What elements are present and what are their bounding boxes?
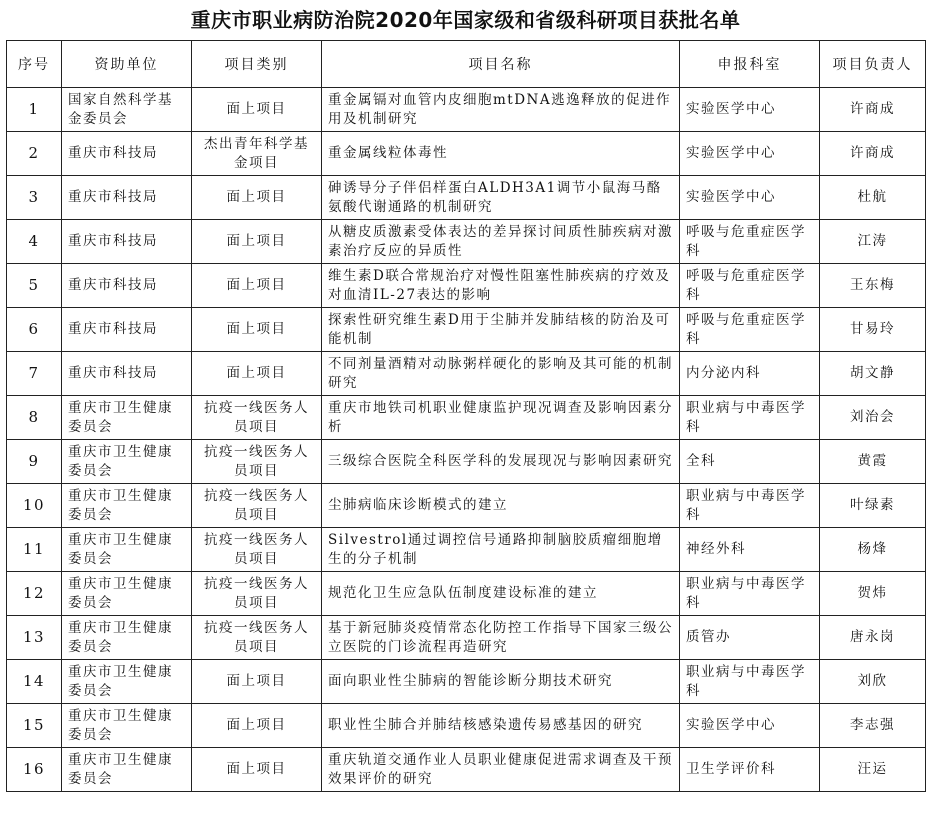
cell-category: 抗疫一线医务人员项目 (192, 528, 322, 572)
cell-index: 9 (7, 440, 62, 484)
cell-index: 8 (7, 396, 62, 440)
cell-funder: 国家自然科学基金委员会 (62, 88, 192, 132)
header-lead: 项目负责人 (820, 41, 926, 88)
cell-index: 14 (7, 660, 62, 704)
table-row (7, 88, 926, 132)
table-row (7, 176, 926, 220)
cell-lead: 杜航 (820, 176, 926, 220)
cell-category: 杰出青年科学基金项目 (192, 132, 322, 176)
table-body (7, 88, 926, 792)
cell-project-name: 面向职业性尘肺病的智能诊断分期技术研究 (322, 660, 680, 704)
cell-lead: 刘欣 (820, 660, 926, 704)
cell-lead: 杨烽 (820, 528, 926, 572)
cell-category: 面上项目 (192, 660, 322, 704)
cell-project-name: 规范化卫生应急队伍制度建设标准的建立 (322, 572, 680, 616)
cell-project-name: 重庆市地铁司机职业健康监护现况调查及影响因素分析 (322, 396, 680, 440)
cell-funder: 重庆市卫生健康委员会 (62, 704, 192, 748)
cell-index: 15 (7, 704, 62, 748)
cell-funder: 重庆市卫生健康委员会 (62, 572, 192, 616)
cell-category: 抗疫一线医务人员项目 (192, 440, 322, 484)
projects-table (6, 40, 926, 792)
cell-department: 职业病与中毒医学科 (680, 572, 820, 616)
cell-project-name: Silvestrol通过调控信号通路抑制脑胶质瘤细胞增生的分子机制 (322, 528, 680, 572)
cell-project-name: 不同剂量酒精对动脉粥样硬化的影响及其可能的机制研究 (322, 352, 680, 396)
table-row (7, 308, 926, 352)
cell-department: 呼吸与危重症医学科 (680, 220, 820, 264)
cell-category: 面上项目 (192, 308, 322, 352)
cell-department: 神经外科 (680, 528, 820, 572)
cell-project-name: 基于新冠肺炎疫情常态化防控工作指导下国家三级公立医院的门诊流程再造研究 (322, 616, 680, 660)
cell-lead: 唐永岗 (820, 616, 926, 660)
table-row (7, 440, 926, 484)
cell-department: 职业病与中毒医学科 (680, 660, 820, 704)
cell-lead: 刘治会 (820, 396, 926, 440)
cell-funder: 重庆市科技局 (62, 264, 192, 308)
cell-department: 内分泌内科 (680, 352, 820, 396)
cell-index: 10 (7, 484, 62, 528)
cell-index: 11 (7, 528, 62, 572)
cell-category: 抗疫一线医务人员项目 (192, 572, 322, 616)
table-row (7, 220, 926, 264)
cell-project-name: 重金属镉对血管内皮细胞mtDNA逃逸释放的促进作用及机制研究 (322, 88, 680, 132)
cell-category: 面上项目 (192, 220, 322, 264)
cell-lead: 胡文静 (820, 352, 926, 396)
cell-project-name: 砷诱导分子伴侣样蛋白ALDH3A1调节小鼠海马酪氨酸代谢通路的机制研究 (322, 176, 680, 220)
table-row (7, 352, 926, 396)
cell-funder: 重庆市科技局 (62, 132, 192, 176)
header-department: 申报科室 (680, 41, 820, 88)
cell-department: 全科 (680, 440, 820, 484)
cell-project-name: 三级综合医院全科医学科的发展现况与影响因素研究 (322, 440, 680, 484)
header-index: 序号 (7, 41, 62, 88)
cell-lead: 汪运 (820, 748, 926, 792)
cell-index: 7 (7, 352, 62, 396)
cell-category: 面上项目 (192, 352, 322, 396)
table-row (7, 704, 926, 748)
cell-category: 抗疫一线医务人员项目 (192, 396, 322, 440)
cell-category: 抗疫一线医务人员项目 (192, 616, 322, 660)
cell-funder: 重庆市科技局 (62, 176, 192, 220)
cell-index: 16 (7, 748, 62, 792)
cell-funder: 重庆市科技局 (62, 352, 192, 396)
cell-index: 5 (7, 264, 62, 308)
cell-department: 质管办 (680, 616, 820, 660)
cell-category: 面上项目 (192, 704, 322, 748)
table-row (7, 264, 926, 308)
table-row (7, 484, 926, 528)
header-project-name: 项目名称 (322, 41, 680, 88)
cell-funder: 重庆市卫生健康委员会 (62, 396, 192, 440)
cell-department: 职业病与中毒医学科 (680, 484, 820, 528)
header-funder: 资助单位 (62, 41, 192, 88)
cell-project-name: 重庆轨道交通作业人员职业健康促进需求调查及干预效果评价的研究 (322, 748, 680, 792)
table-row (7, 748, 926, 792)
cell-funder: 重庆市卫生健康委员会 (62, 660, 192, 704)
cell-index: 1 (7, 88, 62, 132)
cell-lead: 贺炜 (820, 572, 926, 616)
cell-department: 呼吸与危重症医学科 (680, 308, 820, 352)
cell-lead: 江涛 (820, 220, 926, 264)
table-row (7, 132, 926, 176)
cell-department: 实验医学中心 (680, 88, 820, 132)
cell-category: 面上项目 (192, 176, 322, 220)
cell-index: 12 (7, 572, 62, 616)
cell-department: 卫生学评价科 (680, 748, 820, 792)
cell-category: 面上项目 (192, 88, 322, 132)
cell-lead: 李志强 (820, 704, 926, 748)
cell-project-name: 维生素D联合常规治疗对慢性阻塞性肺疾病的疗效及对血清IL-27表达的影响 (322, 264, 680, 308)
cell-department: 实验医学中心 (680, 176, 820, 220)
document-title: 重庆市职业病防治院2020年国家级和省级科研项目获批名单 (190, 8, 741, 32)
cell-project-name: 从糖皮质激素受体表达的差异探讨间质性肺疾病对激素治疗反应的异质性 (322, 220, 680, 264)
cell-funder: 重庆市科技局 (62, 308, 192, 352)
cell-department: 实验医学中心 (680, 704, 820, 748)
header-category: 项目类别 (192, 41, 322, 88)
cell-department: 职业病与中毒医学科 (680, 396, 820, 440)
table-row (7, 396, 926, 440)
cell-funder: 重庆市科技局 (62, 220, 192, 264)
cell-funder: 重庆市卫生健康委员会 (62, 484, 192, 528)
cell-funder: 重庆市卫生健康委员会 (62, 748, 192, 792)
table-row (7, 528, 926, 572)
table-row (7, 572, 926, 616)
cell-funder: 重庆市卫生健康委员会 (62, 528, 192, 572)
cell-lead: 许商成 (820, 88, 926, 132)
cell-index: 3 (7, 176, 62, 220)
cell-lead: 叶绿素 (820, 484, 926, 528)
cell-project-name: 职业性尘肺合并肺结核感染遗传易感基因的研究 (322, 704, 680, 748)
cell-index: 6 (7, 308, 62, 352)
cell-funder: 重庆市卫生健康委员会 (62, 440, 192, 484)
cell-category: 面上项目 (192, 748, 322, 792)
cell-department: 呼吸与危重症医学科 (680, 264, 820, 308)
table-row (7, 660, 926, 704)
cell-lead: 许商成 (820, 132, 926, 176)
table-header-row (7, 41, 926, 88)
cell-lead: 黄霞 (820, 440, 926, 484)
cell-index: 4 (7, 220, 62, 264)
cell-project-name: 尘肺病临床诊断模式的建立 (322, 484, 680, 528)
cell-funder: 重庆市卫生健康委员会 (62, 616, 192, 660)
cell-category: 抗疫一线医务人员项目 (192, 484, 322, 528)
cell-lead: 王东梅 (820, 264, 926, 308)
cell-lead: 甘易玲 (820, 308, 926, 352)
cell-project-name: 探索性研究维生素D用于尘肺并发肺结核的防治及可能机制 (322, 308, 680, 352)
cell-project-name: 重金属线粒体毒性 (322, 132, 680, 176)
cell-category: 面上项目 (192, 264, 322, 308)
cell-department: 实验医学中心 (680, 132, 820, 176)
cell-index: 2 (7, 132, 62, 176)
cell-index: 13 (7, 616, 62, 660)
table-row (7, 616, 926, 660)
